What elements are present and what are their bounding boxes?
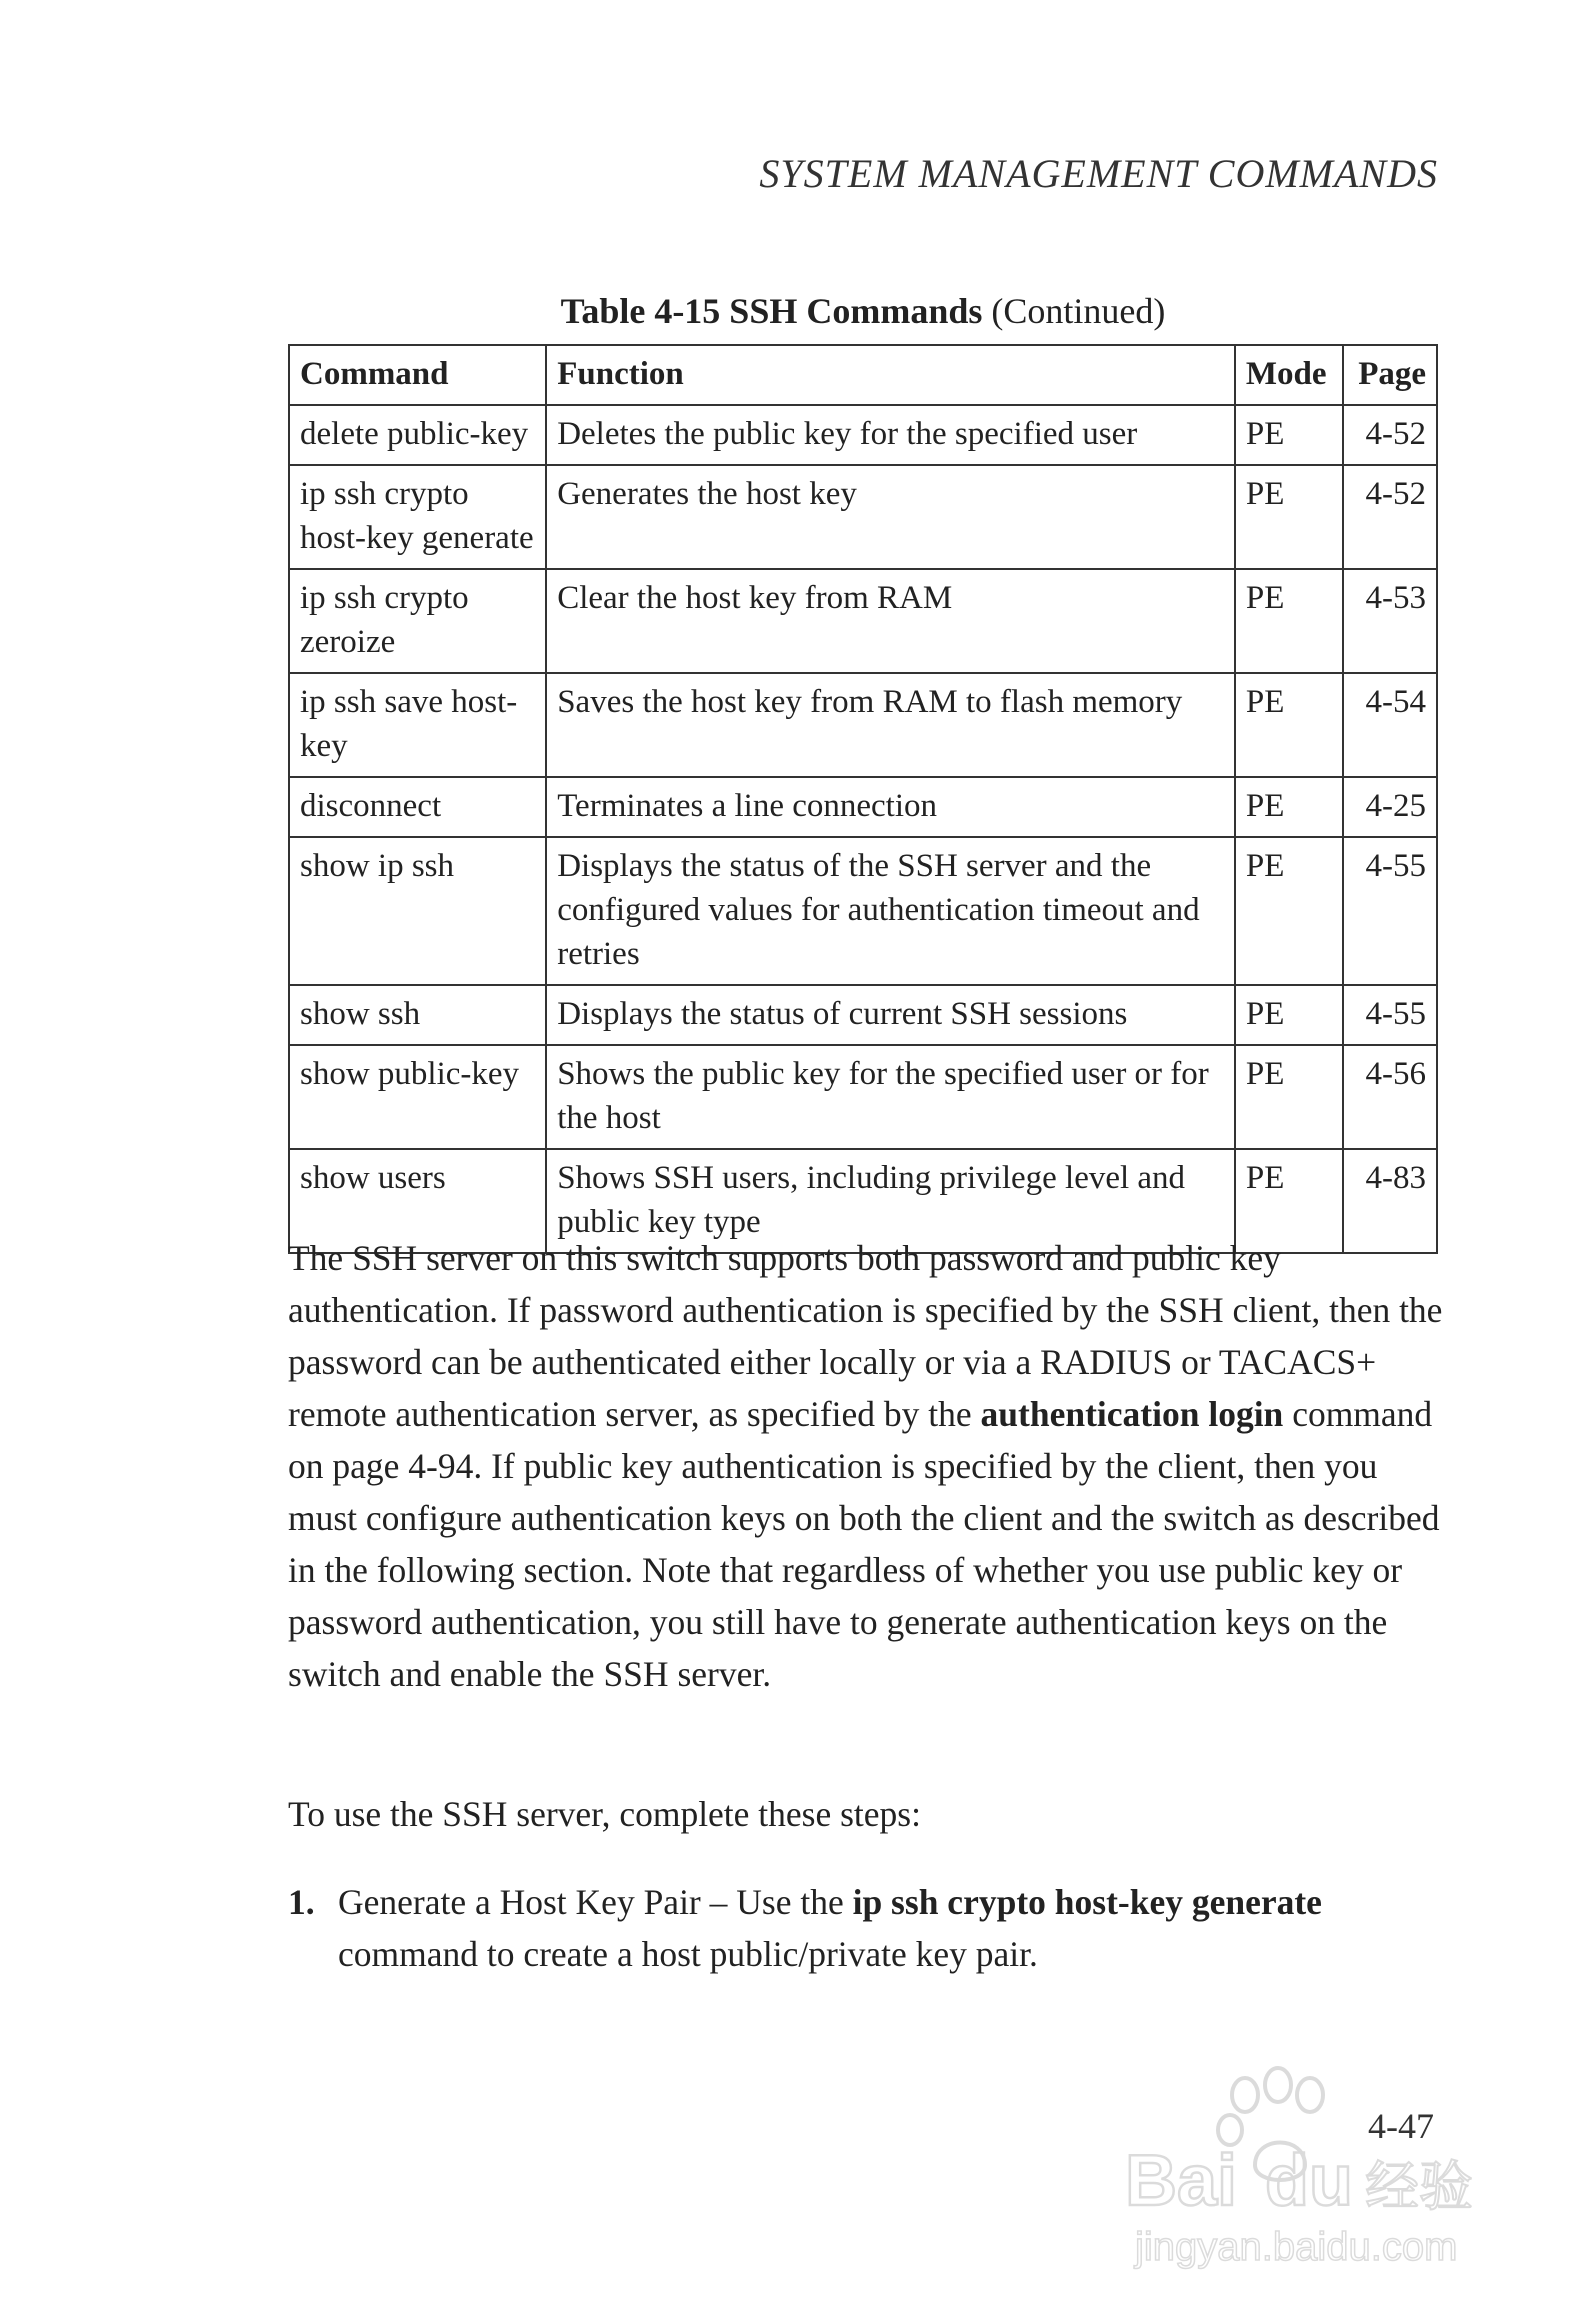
cell-function: Clear the host key from RAM [546, 569, 1235, 673]
cell-command: show public-key [289, 1045, 546, 1149]
cell-mode: PE [1235, 405, 1343, 465]
cell-function: Generates the host key [546, 465, 1235, 569]
table-row [289, 465, 1437, 569]
table-caption-title: Table 4-15 SSH Commands [560, 291, 983, 331]
cell-command: delete public-key [289, 405, 546, 465]
table-row [289, 777, 1437, 837]
cell-mode: PE [1235, 465, 1343, 569]
running-head: SYSTEM MANAGEMENT COMMANDS [759, 151, 1438, 196]
cell-function: Displays the status of the SSH server and the configured values for authentication timeout and retries [546, 837, 1235, 985]
cell-page: 4-25 [1343, 777, 1437, 837]
table-row [289, 673, 1437, 777]
cell-mode: PE [1235, 777, 1343, 837]
step-text [338, 1876, 1448, 1980]
cell-command: ip ssh save host-key [289, 673, 546, 777]
header-page: Page [1343, 345, 1437, 405]
cell-command: show ip ssh [289, 837, 546, 985]
table-row [289, 569, 1437, 673]
cell-command: show ssh [289, 985, 546, 1045]
cell-function: Deletes the public key for the specified user [546, 405, 1235, 465]
cell-page: 4-55 [1343, 837, 1437, 985]
cell-page: 4-55 [1343, 985, 1437, 1045]
watermark-url: jingyan.baidu.com [1135, 2225, 1458, 2269]
cell-function: Displays the status of current SSH sessions [546, 985, 1235, 1045]
command-reference-host-key-generate: ip ssh crypto host-key generate [852, 1882, 1322, 1922]
step-text-part: command to create a host public/private key pair. [338, 1934, 1038, 1974]
cell-mode: PE [1235, 1149, 1343, 1253]
body-paragraph-authentication [288, 1232, 1448, 1700]
watermark-cn: 经验 [1365, 2155, 1473, 2218]
step-number: 1. [288, 1882, 315, 1922]
cell-mode: PE [1235, 569, 1343, 673]
cell-function: Shows SSH users, including privilege level and public key type [546, 1149, 1235, 1253]
table-row [289, 405, 1437, 465]
paragraph-text: The SSH server on this switch supports both password and public key authentication. If password authentication is specified by the SSH client, then the password can be authenticated either locally or via a RADIUS or TACACS+ remote authentication server, as specified by the [288, 1238, 1443, 1434]
cell-command: ip ssh crypto zeroize [289, 569, 546, 673]
cell-mode: PE [1235, 673, 1343, 777]
table-row [289, 837, 1437, 985]
table-caption [288, 290, 1438, 332]
cell-command: show users [289, 1149, 546, 1253]
header-mode: Mode [1235, 345, 1343, 405]
step-1 [288, 1876, 1448, 1980]
cell-page: 4-56 [1343, 1045, 1437, 1149]
table-row [289, 1045, 1437, 1149]
page-number: 4-47 [1368, 2106, 1434, 2146]
watermark-brand: Bai [1125, 2141, 1238, 2221]
command-reference-authentication-login: authentication login [980, 1394, 1284, 1434]
body-paragraph-steps-intro: To use the SSH server, complete these steps: [288, 1794, 921, 1834]
ssh-commands-table [288, 344, 1438, 1254]
cell-mode: PE [1235, 1045, 1343, 1149]
header-function: Function [546, 345, 1235, 405]
cell-function: Shows the public key for the specified user or for the host [546, 1045, 1235, 1149]
cell-command: ip ssh crypto host-key generate [289, 465, 546, 569]
header-command: Command [289, 345, 546, 405]
cell-page: 4-52 [1343, 465, 1437, 569]
cell-page: 4-52 [1343, 405, 1437, 465]
table-caption-suffix: (Continued) [982, 291, 1166, 331]
paragraph-text: command on page 4-94. If public key authentication is specified by the client, then you must configure authentication keys on both the client and the switch as described in the following section. Note that regardless of whether you use public key or password authentication, you still have to generate authentication keys on the switch and enable the SSH server. [288, 1394, 1440, 1694]
table-header-row [289, 345, 1437, 405]
cell-function: Saves the host key from RAM to flash memory [546, 673, 1235, 777]
step-text-part: Generate a Host Key Pair – Use the [338, 1882, 853, 1922]
cell-mode: PE [1235, 985, 1343, 1045]
cell-function: Terminates a line connection [546, 777, 1235, 837]
cell-page: 4-83 [1343, 1149, 1437, 1253]
watermark-brand-du: du [1265, 2141, 1353, 2221]
baidu-jingyan-watermark [1115, 2055, 1485, 2285]
cell-command: disconnect [289, 777, 546, 837]
cell-mode: PE [1235, 837, 1343, 985]
cell-page: 4-54 [1343, 673, 1437, 777]
table-row [289, 985, 1437, 1045]
cell-page: 4-53 [1343, 569, 1437, 673]
